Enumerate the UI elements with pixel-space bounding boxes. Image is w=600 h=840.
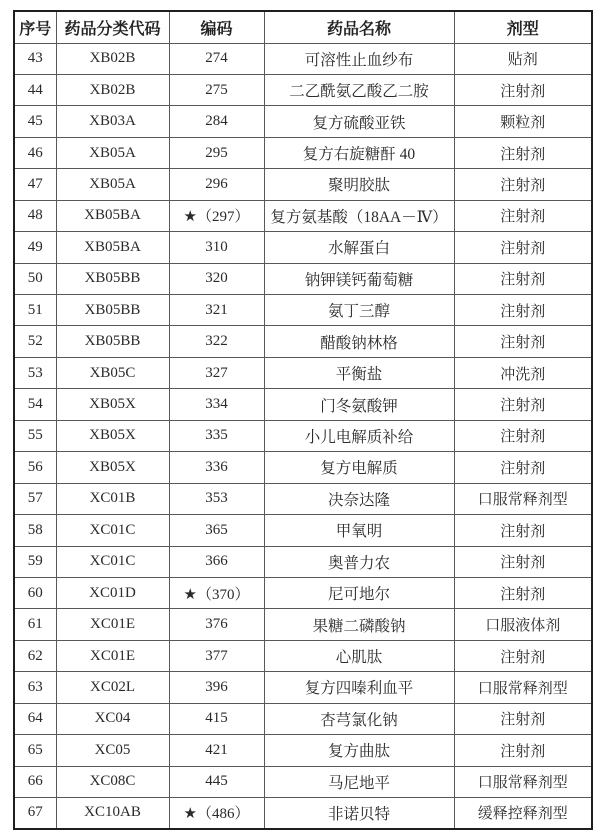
table-row — [14, 137, 592, 168]
cell-code: 310 — [169, 232, 264, 263]
cell-code: 415 — [169, 703, 264, 734]
cell-seq: 59 — [14, 546, 56, 577]
cell-dosage-form: 注射剂 — [454, 169, 592, 200]
cell-dosage-form: 注射剂 — [454, 263, 592, 294]
header-row — [14, 11, 592, 43]
cell-code: 336 — [169, 452, 264, 483]
cell-seq: 45 — [14, 106, 56, 137]
cell-name: 聚明胶肽 — [264, 169, 454, 200]
cell-name: 非诺贝特 — [264, 798, 454, 829]
cell-class-code: XB05A — [56, 169, 169, 200]
cell-class-code: XC01E — [56, 609, 169, 640]
table-row — [14, 546, 592, 577]
table-row — [14, 766, 592, 797]
table-row — [14, 74, 592, 105]
cell-seq: 44 — [14, 74, 56, 105]
cell-class-code: XC01C — [56, 546, 169, 577]
table-row — [14, 169, 592, 200]
cell-name: 复方四嗪利血平 — [264, 672, 454, 703]
table-row — [14, 200, 592, 231]
cell-code: 296 — [169, 169, 264, 200]
cell-code: 321 — [169, 295, 264, 326]
cell-dosage-form: 贴剂 — [454, 43, 592, 74]
cell-name: 小儿电解质补给 — [264, 420, 454, 451]
cell-seq: 56 — [14, 452, 56, 483]
cell-dosage-form: 注射剂 — [454, 137, 592, 168]
cell-seq: 53 — [14, 357, 56, 388]
cell-class-code: XB05X — [56, 452, 169, 483]
cell-seq: 62 — [14, 640, 56, 671]
cell-class-code: XB05X — [56, 389, 169, 420]
cell-seq: 46 — [14, 137, 56, 168]
cell-name: 复方右旋糖酐 40 — [264, 137, 454, 168]
cell-dosage-form: 注射剂 — [454, 295, 592, 326]
cell-name: 氨丁三醇 — [264, 295, 454, 326]
cell-class-code: XB05BA — [56, 200, 169, 231]
cell-code: 335 — [169, 420, 264, 451]
cell-code: 327 — [169, 357, 264, 388]
cell-name: 决奈达隆 — [264, 483, 454, 514]
cell-class-code: XB02B — [56, 43, 169, 74]
cell-seq: 48 — [14, 200, 56, 231]
cell-dosage-form: 注射剂 — [454, 640, 592, 671]
cell-class-code: XB05C — [56, 357, 169, 388]
cell-seq: 66 — [14, 766, 56, 797]
cell-class-code: XB03A — [56, 106, 169, 137]
cell-seq: 55 — [14, 420, 56, 451]
cell-seq: 67 — [14, 798, 56, 829]
cell-name: 复方电解质 — [264, 452, 454, 483]
cell-name: 可溶性止血纱布 — [264, 43, 454, 74]
table-row — [14, 735, 592, 766]
cell-code: 295 — [169, 137, 264, 168]
cell-dosage-form: 口服常释剂型 — [454, 483, 592, 514]
cell-dosage-form: 注射剂 — [454, 735, 592, 766]
cell-dosage-form: 注射剂 — [454, 703, 592, 734]
table-row — [14, 672, 592, 703]
cell-seq: 50 — [14, 263, 56, 294]
cell-code: 365 — [169, 515, 264, 546]
cell-dosage-form: 注射剂 — [454, 546, 592, 577]
cell-name: 马尼地平 — [264, 766, 454, 797]
cell-code: 334 — [169, 389, 264, 420]
table-row — [14, 515, 592, 546]
cell-name: 平衡盐 — [264, 357, 454, 388]
cell-code: 353 — [169, 483, 264, 514]
header-name: 药品名称 — [264, 11, 454, 43]
table-row — [14, 106, 592, 137]
cell-dosage-form: 注射剂 — [454, 452, 592, 483]
cell-dosage-form: 口服常释剂型 — [454, 672, 592, 703]
table-row — [14, 609, 592, 640]
cell-code: 377 — [169, 640, 264, 671]
table-body — [14, 43, 592, 829]
cell-class-code: XC04 — [56, 703, 169, 734]
table-row — [14, 452, 592, 483]
table-row — [14, 43, 592, 74]
cell-code: 284 — [169, 106, 264, 137]
cell-class-code: XB05X — [56, 420, 169, 451]
cell-class-code: XC08C — [56, 766, 169, 797]
table-row — [14, 232, 592, 263]
cell-dosage-form: 注射剂 — [454, 420, 592, 451]
cell-seq: 65 — [14, 735, 56, 766]
cell-dosage-form: 口服液体剂 — [454, 609, 592, 640]
cell-dosage-form: 注射剂 — [454, 326, 592, 357]
cell-class-code: XC01C — [56, 515, 169, 546]
table-row — [14, 483, 592, 514]
cell-code: 274 — [169, 43, 264, 74]
table-header — [14, 11, 592, 43]
cell-name: 奥普力农 — [264, 546, 454, 577]
cell-name: 醋酸钠林格 — [264, 326, 454, 357]
cell-class-code: XC01B — [56, 483, 169, 514]
cell-seq: 49 — [14, 232, 56, 263]
cell-dosage-form: 注射剂 — [454, 515, 592, 546]
cell-dosage-form: 缓释控释剂型 — [454, 798, 592, 829]
cell-class-code: XC02L — [56, 672, 169, 703]
cell-seq: 64 — [14, 703, 56, 734]
cell-code: 445 — [169, 766, 264, 797]
cell-seq: 43 — [14, 43, 56, 74]
table-row — [14, 357, 592, 388]
table-row — [14, 263, 592, 294]
cell-name: 杏芎氯化钠 — [264, 703, 454, 734]
cell-seq: 63 — [14, 672, 56, 703]
cell-code: 376 — [169, 609, 264, 640]
table-row — [14, 798, 592, 829]
cell-dosage-form: 口服常释剂型 — [454, 766, 592, 797]
cell-dosage-form: 注射剂 — [454, 577, 592, 608]
cell-class-code: XB02B — [56, 74, 169, 105]
cell-code: 322 — [169, 326, 264, 357]
cell-code: ★（297） — [169, 200, 264, 231]
cell-code: 366 — [169, 546, 264, 577]
table-row — [14, 326, 592, 357]
cell-class-code: XB05BA — [56, 232, 169, 263]
header-seq: 序号 — [14, 11, 56, 43]
table-row — [14, 295, 592, 326]
drug-list-table — [13, 10, 593, 830]
cell-dosage-form: 颗粒剂 — [454, 106, 592, 137]
cell-seq: 51 — [14, 295, 56, 326]
cell-name: 水解蛋白 — [264, 232, 454, 263]
cell-seq: 57 — [14, 483, 56, 514]
cell-dosage-form: 注射剂 — [454, 74, 592, 105]
cell-name: 钠钾镁钙葡萄糖 — [264, 263, 454, 294]
cell-seq: 47 — [14, 169, 56, 200]
cell-class-code: XC01E — [56, 640, 169, 671]
cell-class-code: XB05BB — [56, 263, 169, 294]
cell-dosage-form: 注射剂 — [454, 232, 592, 263]
header-code: 编码 — [169, 11, 264, 43]
cell-name: 二乙酰氨乙酸乙二胺 — [264, 74, 454, 105]
cell-name: 复方曲肽 — [264, 735, 454, 766]
cell-name: 复方硫酸亚铁 — [264, 106, 454, 137]
cell-seq: 58 — [14, 515, 56, 546]
cell-class-code: XC05 — [56, 735, 169, 766]
cell-name: 心肌肽 — [264, 640, 454, 671]
cell-code: 396 — [169, 672, 264, 703]
table-row — [14, 703, 592, 734]
cell-class-code: XC01D — [56, 577, 169, 608]
cell-name: 尼可地尔 — [264, 577, 454, 608]
cell-seq: 60 — [14, 577, 56, 608]
cell-seq: 61 — [14, 609, 56, 640]
cell-name: 门冬氨酸钾 — [264, 389, 454, 420]
cell-code: ★（486） — [169, 798, 264, 829]
cell-name: 果糖二磷酸钠 — [264, 609, 454, 640]
table-row — [14, 389, 592, 420]
table-row — [14, 420, 592, 451]
cell-class-code: XB05BB — [56, 295, 169, 326]
cell-class-code: XC10AB — [56, 798, 169, 829]
cell-code: 421 — [169, 735, 264, 766]
cell-code: ★（370） — [169, 577, 264, 608]
header-class-code: 药品分类代码 — [56, 11, 169, 43]
table-row — [14, 640, 592, 671]
cell-dosage-form: 注射剂 — [454, 389, 592, 420]
cell-seq: 52 — [14, 326, 56, 357]
cell-code: 320 — [169, 263, 264, 294]
table-row — [14, 577, 592, 608]
cell-class-code: XB05BB — [56, 326, 169, 357]
cell-name: 甲氧明 — [264, 515, 454, 546]
cell-seq: 54 — [14, 389, 56, 420]
cell-code: 275 — [169, 74, 264, 105]
header-dosage-form: 剂型 — [454, 11, 592, 43]
cell-dosage-form: 注射剂 — [454, 200, 592, 231]
cell-class-code: XB05A — [56, 137, 169, 168]
cell-name: 复方氨基酸（18AA－Ⅳ） — [264, 200, 454, 231]
cell-dosage-form: 冲洗剂 — [454, 357, 592, 388]
